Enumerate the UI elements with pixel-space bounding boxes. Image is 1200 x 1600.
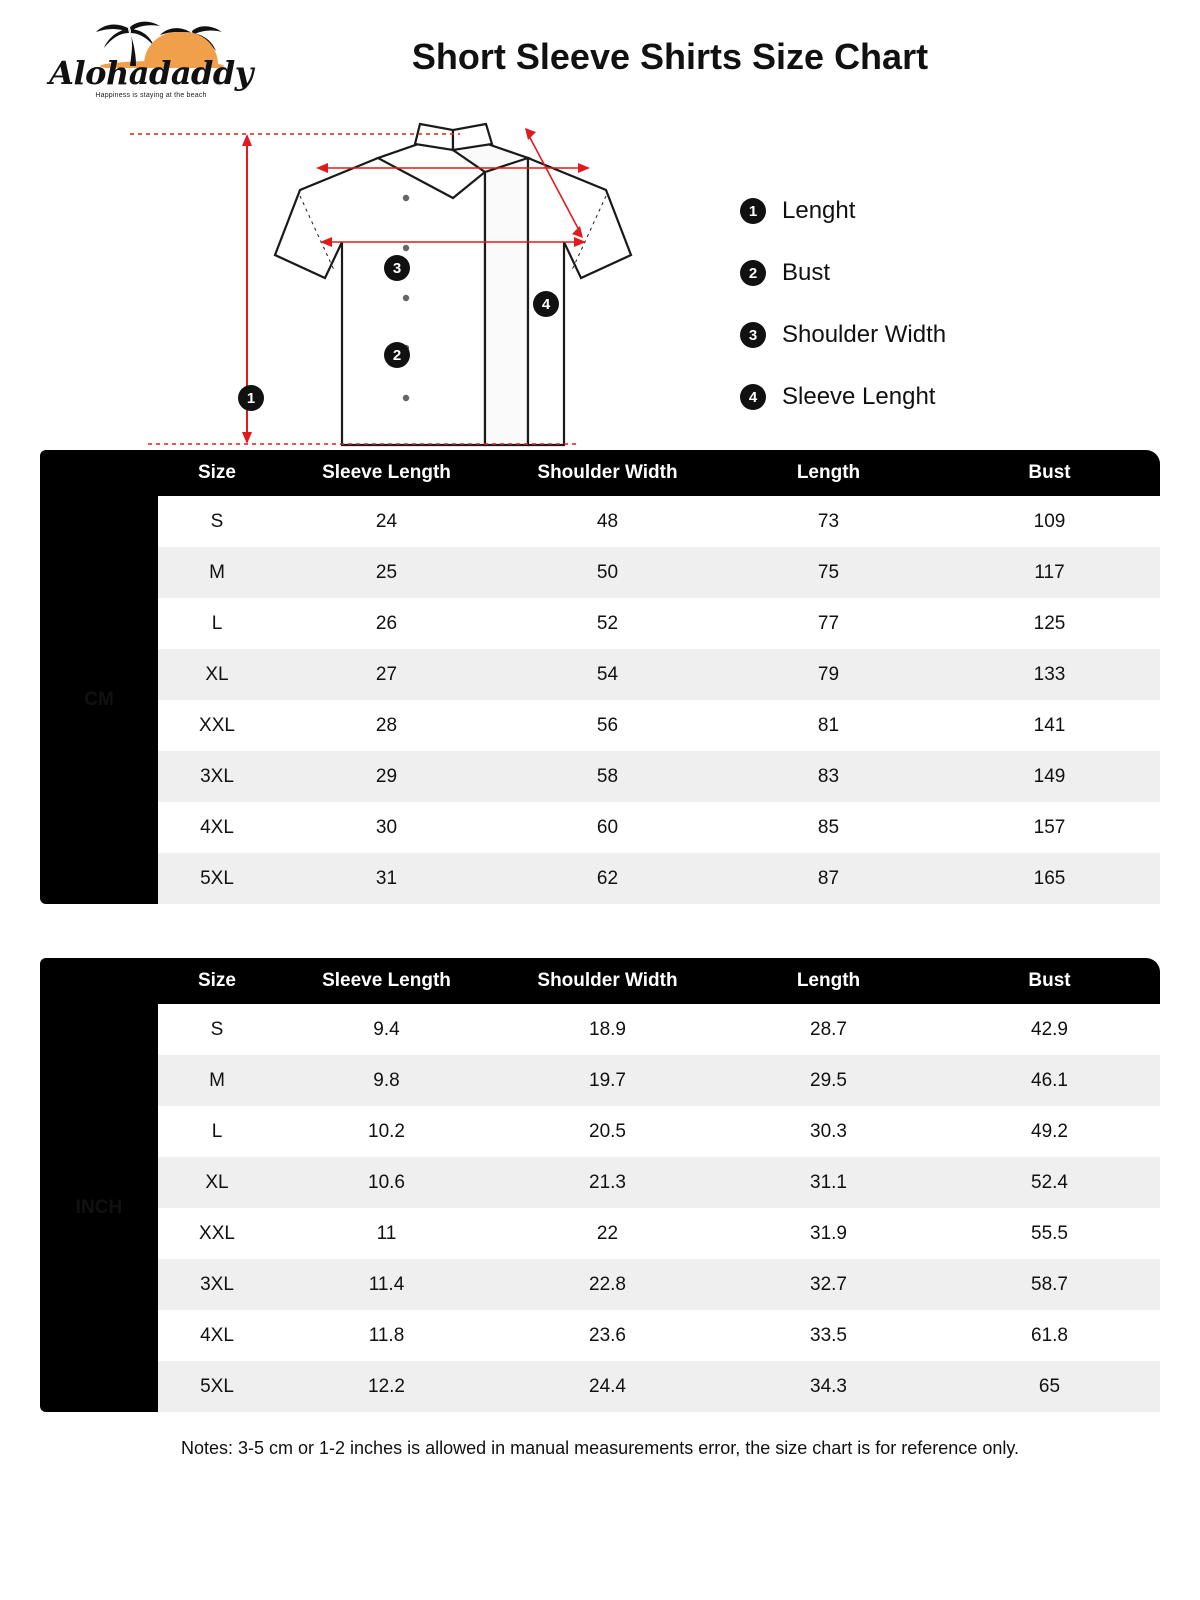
col-header-size: Size [158,958,276,1004]
cell-size: XL [158,1157,276,1208]
cell-bust: 58.7 [939,1259,1160,1310]
cell-size: 4XL [158,1310,276,1361]
cell-shoulder-width: 21.3 [497,1157,718,1208]
cell-bust: 117 [939,547,1160,598]
cell-length: 81 [718,700,939,751]
table-row [40,1157,1160,1208]
cell-bust: 46.1 [939,1055,1160,1106]
brand-logo [36,18,266,110]
table-header-row [40,958,1160,1004]
unit-label-cm: CM [40,496,158,904]
cell-length: 29.5 [718,1055,939,1106]
legend-item-bust [740,242,946,304]
col-header-bust: Bust [939,958,1160,1004]
cell-bust: 55.5 [939,1208,1160,1259]
col-header-shoulder-width: Shoulder Width [497,958,718,1004]
bust-marker: 2 [384,342,410,368]
col-header-bust: Bust [939,450,1160,496]
cell-shoulder-width: 56 [497,700,718,751]
table-row [40,1106,1160,1157]
cell-size: 3XL [158,751,276,802]
cell-sleeve-length: 27 [276,649,497,700]
table-row [40,751,1160,802]
cell-size: 5XL [158,1361,276,1412]
table-row [40,496,1160,547]
cell-bust: 141 [939,700,1160,751]
cell-shoulder-width: 48 [497,496,718,547]
cell-shoulder-width: 50 [497,547,718,598]
cell-size: L [158,598,276,649]
cell-bust: 65 [939,1361,1160,1412]
cell-bust: 61.8 [939,1310,1160,1361]
cell-shoulder-width: 22 [497,1208,718,1259]
legend-label-2: Bust [782,259,831,286]
cell-sleeve-length: 9.4 [276,1004,497,1055]
page-header [0,0,1200,120]
legend-item-shoulder-width [740,304,946,366]
sleeve-length-marker: 4 [533,291,559,317]
cell-sleeve-length: 30 [276,802,497,853]
table-row [40,1310,1160,1361]
cell-length: 33.5 [718,1310,939,1361]
brand-name: Alohadaddy [49,54,253,92]
cm-size-table-block [40,450,1160,904]
cell-length: 79 [718,649,939,700]
table-row [40,1004,1160,1055]
cell-length: 30.3 [718,1106,939,1157]
col-header-sleeve-length: Sleeve Length [276,450,497,496]
cell-sleeve-length: 25 [276,547,497,598]
unit-header-cell [40,450,158,496]
unit-label-inch: INCH [40,1004,158,1412]
table-row [40,1208,1160,1259]
cell-size: S [158,1004,276,1055]
cell-length: 73 [718,496,939,547]
cell-length: 87 [718,853,939,904]
cell-sleeve-length: 28 [276,700,497,751]
cell-bust: 49.2 [939,1106,1160,1157]
cell-shoulder-width: 23.6 [497,1310,718,1361]
legend-item-sleeve-length [740,366,946,428]
cell-bust: 125 [939,598,1160,649]
cell-sleeve-length: 24 [276,496,497,547]
cell-size: XXL [158,700,276,751]
cell-sleeve-length: 31 [276,853,497,904]
brand-tagline: Happiness is staying at the beach [95,92,207,99]
legend-badge-4: 4 [740,384,766,410]
table-row [40,1259,1160,1310]
cell-size: L [158,1106,276,1157]
cell-length: 32.7 [718,1259,939,1310]
legend-label-1: Lenght [782,197,856,224]
col-header-length: Length [718,958,939,1004]
table-row [40,1055,1160,1106]
cell-length: 77 [718,598,939,649]
cell-shoulder-width: 54 [497,649,718,700]
legend-label-3: Shoulder Width [782,321,947,348]
legend-item-length [740,180,946,242]
col-header-length: Length [718,450,939,496]
cell-size: M [158,1055,276,1106]
cell-size: 4XL [158,802,276,853]
table-row [40,853,1160,904]
col-header-shoulder-width: Shoulder Width [497,450,718,496]
table-row [40,700,1160,751]
cell-bust: 109 [939,496,1160,547]
cell-size: 5XL [158,853,276,904]
cell-bust: 149 [939,751,1160,802]
cell-shoulder-width: 58 [497,751,718,802]
cell-sleeve-length: 11 [276,1208,497,1259]
notes-text: Notes: 3-5 cm or 1-2 inches is allowed in manual measurements error, the size chart is for reference only. [180,1438,1020,1458]
table-row [40,1361,1160,1412]
cell-shoulder-width: 52 [497,598,718,649]
cell-sleeve-length: 11.8 [276,1310,497,1361]
table-row [40,547,1160,598]
cell-sleeve-length: 11.4 [276,1259,497,1310]
cell-sleeve-length: 9.8 [276,1055,497,1106]
cell-size: XL [158,649,276,700]
cell-length: 31.9 [718,1208,939,1259]
cell-length: 34.3 [718,1361,939,1412]
cell-size: S [158,496,276,547]
cell-shoulder-width: 20.5 [497,1106,718,1157]
cell-sleeve-length: 10.2 [276,1106,497,1157]
measurement-diagram [0,120,1200,450]
cell-sleeve-length: 12.2 [276,1361,497,1412]
page-title: Short Sleeve Shirts Size Chart [411,36,929,77]
shoulder-width-marker: 3 [384,255,410,281]
cell-shoulder-width: 19.7 [497,1055,718,1106]
cell-sleeve-length: 10.6 [276,1157,497,1208]
legend-label-4: Sleeve Lenght [782,383,936,410]
cell-shoulder-width: 22.8 [497,1259,718,1310]
legend-badge-2: 2 [740,260,766,286]
cm-size-table [40,450,1160,904]
cell-size: XXL [158,1208,276,1259]
table-header-row [40,450,1160,496]
cell-sleeve-length: 29 [276,751,497,802]
table-spacer [0,904,1200,958]
cell-length: 83 [718,751,939,802]
cell-length: 75 [718,547,939,598]
legend [740,180,946,428]
table-row [40,598,1160,649]
cell-shoulder-width: 60 [497,802,718,853]
cell-shoulder-width: 24.4 [497,1361,718,1412]
col-header-sleeve-length: Sleeve Length [276,958,497,1004]
cell-length: 28.7 [718,1004,939,1055]
legend-badge-3: 3 [740,322,766,348]
inch-size-table [40,958,1160,1412]
unit-header-cell [40,958,158,1004]
length-marker: 1 [238,385,264,411]
cell-bust: 42.9 [939,1004,1160,1055]
legend-badge-1: 1 [740,198,766,224]
cell-shoulder-width: 62 [497,853,718,904]
cell-bust: 165 [939,853,1160,904]
cell-length: 85 [718,802,939,853]
cell-shoulder-width: 18.9 [497,1004,718,1055]
table-row [40,649,1160,700]
cell-size: M [158,547,276,598]
table-row [40,802,1160,853]
cell-bust: 52.4 [939,1157,1160,1208]
cell-bust: 157 [939,802,1160,853]
cell-sleeve-length: 26 [276,598,497,649]
cell-length: 31.1 [718,1157,939,1208]
shirt-diagram-illustration [110,120,810,450]
inch-size-table-block [40,958,1160,1412]
col-header-size: Size [158,450,276,496]
cell-bust: 133 [939,649,1160,700]
cell-size: 3XL [158,1259,276,1310]
